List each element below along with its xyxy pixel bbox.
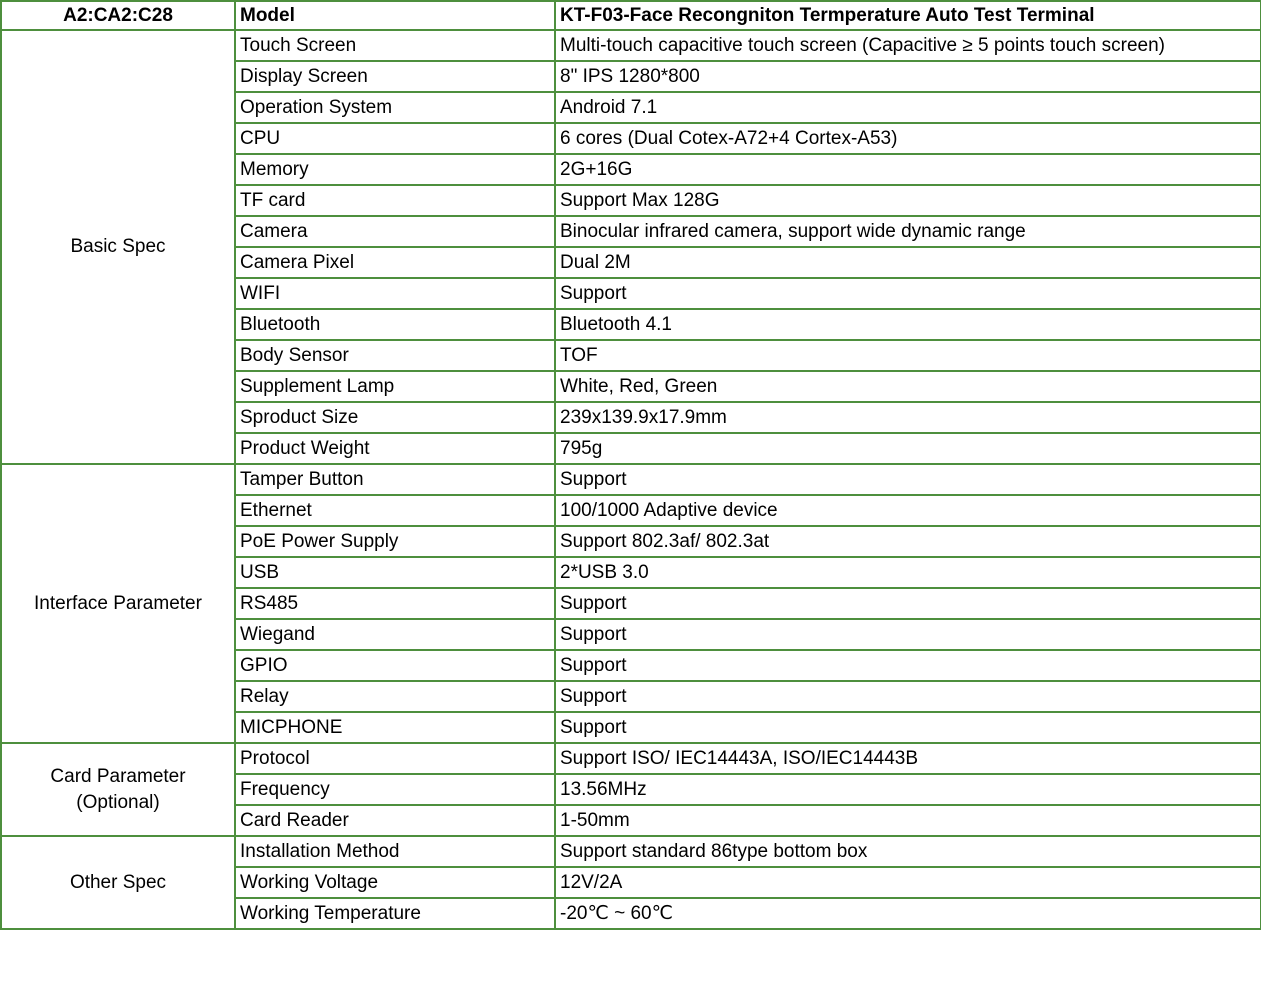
spec-value-cell: Support — [555, 650, 1261, 681]
spec-value-cell: TOF — [555, 340, 1261, 371]
spec-label-cell: Body Sensor — [235, 340, 555, 371]
spec-label-cell: CPU — [235, 123, 555, 154]
spec-value-cell: Bluetooth 4.1 — [555, 309, 1261, 340]
spec-value-cell: 1-50mm — [555, 805, 1261, 836]
spec-row — [1, 836, 1261, 867]
corner-cell: A2:CA2:C28 — [1, 1, 235, 30]
spec-row — [1, 743, 1261, 774]
spec-label-cell: Camera Pixel — [235, 247, 555, 278]
spec-value-cell: White, Red, Green — [555, 371, 1261, 402]
spec-value-cell: -20℃ ~ 60℃ — [555, 898, 1261, 929]
spec-label-cell: Installation Method — [235, 836, 555, 867]
group-title-cell: Basic Spec — [1, 30, 235, 464]
spec-value-cell: 12V/2A — [555, 867, 1261, 898]
header-row — [1, 1, 1261, 30]
spec-label-cell: Product Weight — [235, 433, 555, 464]
spec-label-cell: Frequency — [235, 774, 555, 805]
spec-label-cell: TF card — [235, 185, 555, 216]
spec-value-cell: Support standard 86type bottom box — [555, 836, 1261, 867]
spec-label-cell: WIFI — [235, 278, 555, 309]
spec-label-cell: RS485 — [235, 588, 555, 619]
spec-value-cell: Android 7.1 — [555, 92, 1261, 123]
group-title-cell — [1, 743, 235, 836]
spec-label-cell: Supplement Lamp — [235, 371, 555, 402]
spec-value-cell: Support — [555, 681, 1261, 712]
spec-value-cell: Support Max 128G — [555, 185, 1261, 216]
spec-label-cell: Ethernet — [235, 495, 555, 526]
spec-label-cell: USB — [235, 557, 555, 588]
spec-value-cell: Dual 2M — [555, 247, 1261, 278]
spec-row — [1, 30, 1261, 61]
spec-value-cell: 2*USB 3.0 — [555, 557, 1261, 588]
spec-label-cell: Wiegand — [235, 619, 555, 650]
group-title-line: (Optional) — [76, 791, 160, 813]
spec-value-cell: Support — [555, 712, 1261, 743]
spec-label-cell: GPIO — [235, 650, 555, 681]
spec-value-cell: 100/1000 Adaptive device — [555, 495, 1261, 526]
spec-label-cell: Display Screen — [235, 61, 555, 92]
group-title-line: Card Parameter — [50, 765, 186, 787]
spec-value-cell: Support 802.3af/ 802.3at — [555, 526, 1261, 557]
group-title-cell: Other Spec — [1, 836, 235, 929]
group-title-cell: Interface Parameter — [1, 464, 235, 743]
spec-label-cell: Working Voltage — [235, 867, 555, 898]
spec-label-cell: Memory — [235, 154, 555, 185]
spec-value-cell: Multi-touch capacitive touch screen (Capacitive ≥ 5 points touch screen) — [555, 30, 1261, 61]
spec-value-cell: Support — [555, 619, 1261, 650]
spec-value-cell: Support — [555, 588, 1261, 619]
spec-label-cell: MICPHONE — [235, 712, 555, 743]
spec-value-cell: Binocular infrared camera, support wide dynamic range — [555, 216, 1261, 247]
spec-value-cell: 13.56MHz — [555, 774, 1261, 805]
spec-value-cell: 6 cores (Dual Cotex-A72+4 Cortex-A53) — [555, 123, 1261, 154]
spec-table-body — [1, 1, 1261, 929]
spec-row — [1, 464, 1261, 495]
spec-label-cell: Touch Screen — [235, 30, 555, 61]
spec-label-cell: Camera — [235, 216, 555, 247]
spec-value-cell: 795g — [555, 433, 1261, 464]
spec-label-cell: Card Reader — [235, 805, 555, 836]
spec-label-cell: Tamper Button — [235, 464, 555, 495]
spec-label-cell: PoE Power Supply — [235, 526, 555, 557]
spec-label-cell: Protocol — [235, 743, 555, 774]
spec-value-cell: Support — [555, 278, 1261, 309]
spec-value-cell: 239x139.9x17.9mm — [555, 402, 1261, 433]
spec-value-cell: Support — [555, 464, 1261, 495]
spec-label-cell: Sproduct Size — [235, 402, 555, 433]
model-label-cell: Model — [235, 1, 555, 30]
spec-label-cell: Bluetooth — [235, 309, 555, 340]
spec-value-cell: Support ISO/ IEC14443A, ISO/IEC14443B — [555, 743, 1261, 774]
spec-value-cell: 8" IPS 1280*800 — [555, 61, 1261, 92]
spec-label-cell: Operation System — [235, 92, 555, 123]
model-value-cell: KT-F03-Face Recongniton Termperature Auto Test Terminal — [555, 1, 1261, 30]
spec-value-cell: 2G+16G — [555, 154, 1261, 185]
spec-label-cell: Relay — [235, 681, 555, 712]
spec-label-cell: Working Temperature — [235, 898, 555, 929]
